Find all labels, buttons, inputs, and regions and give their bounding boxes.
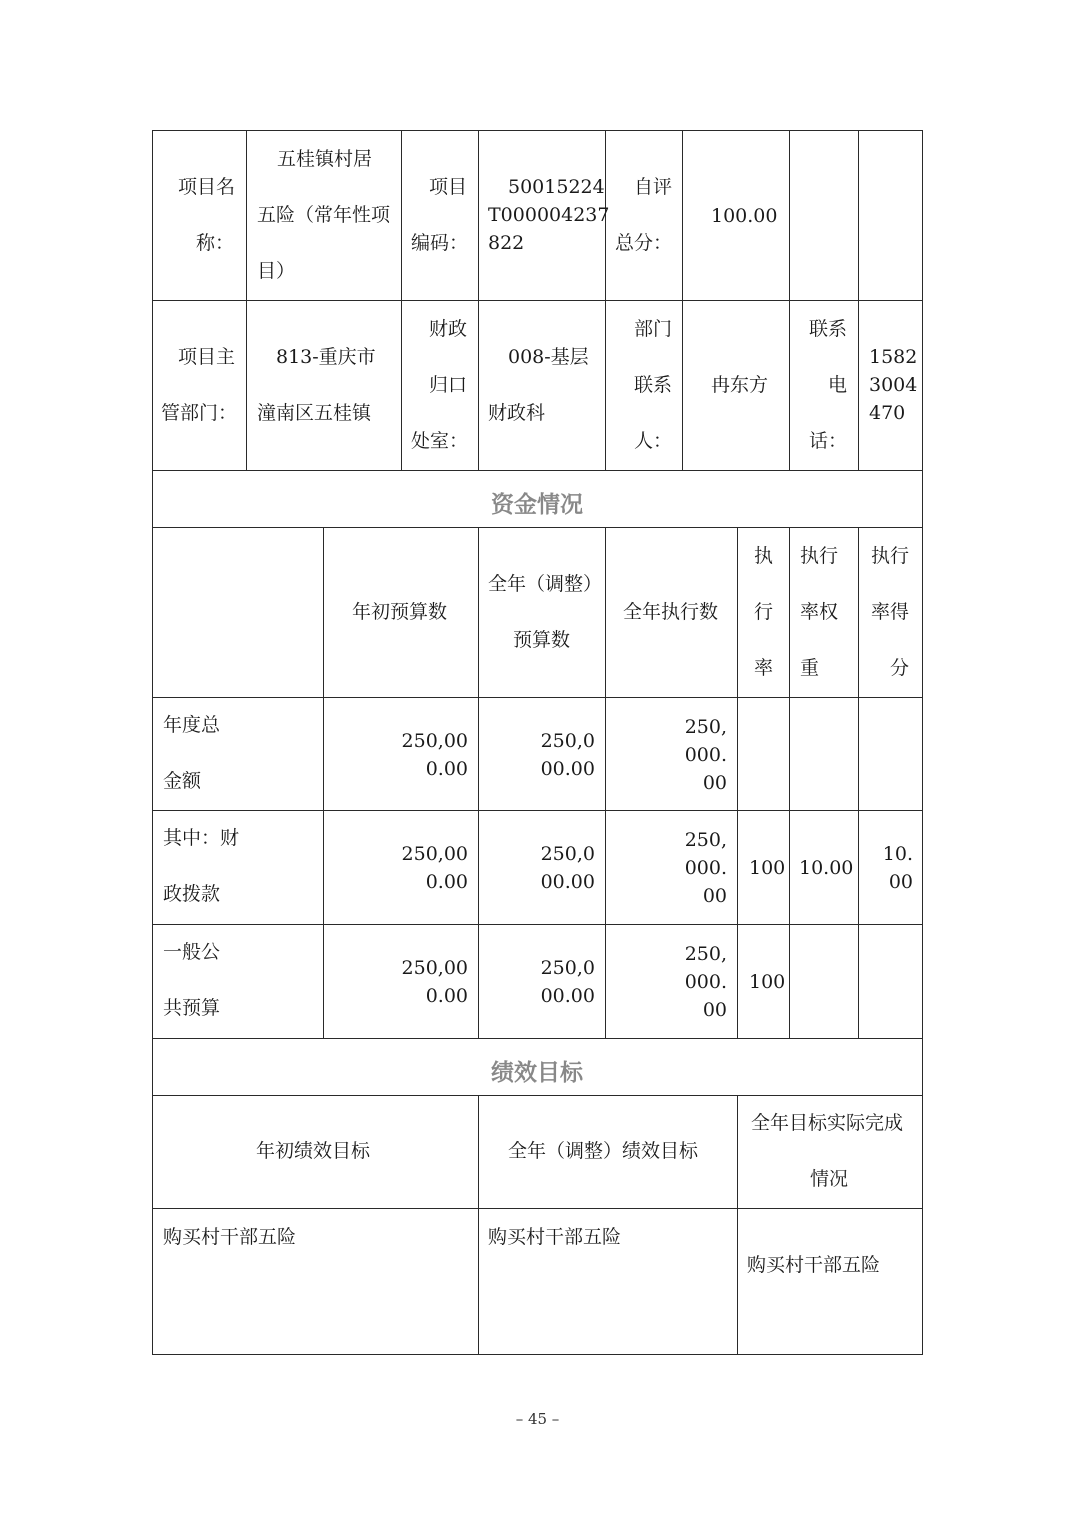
exec-rate-cell [738, 925, 790, 1039]
executed-header [606, 528, 738, 698]
row-label-line2: 共预算 [163, 997, 221, 1019]
table-row-label [152, 698, 324, 811]
table-row-label [152, 811, 324, 925]
finance-office-label-cell [402, 301, 479, 471]
rate-score-header-line2: 率得 [871, 601, 910, 623]
dept-contact-label-cell [606, 301, 683, 471]
empty-cell [790, 130, 859, 301]
dept-label-line1: 项目主 [178, 346, 236, 368]
project-name-value-line2: 五险（常年性项 [257, 204, 391, 226]
adjusted-goal-text: 购买村干部五险 [488, 1226, 622, 1248]
executed-cell [606, 925, 738, 1039]
rate-score-cell [859, 698, 923, 811]
adjusted-budget-header-line2: 预算数 [513, 629, 571, 651]
rate-score-line2: 00 [888, 871, 913, 893]
row-label-line1: 其中：财 [163, 827, 240, 849]
exec-rate-value: 100 [749, 857, 786, 879]
executed-line1: 250, [684, 943, 727, 965]
empty-cell [152, 528, 324, 698]
adjusted-goal-cell [479, 1209, 738, 1355]
funds-section-title: 资金情况 [491, 492, 583, 518]
dept-value-cell [247, 301, 402, 471]
project-name-value-line3: 目） [257, 260, 296, 282]
finance-office-value-cell [479, 301, 606, 471]
rate-score-header [859, 528, 923, 698]
dept-contact-value: 冉东方 [711, 374, 769, 396]
adjusted-budget-line2: 00.00 [540, 985, 595, 1007]
row-label-line2: 金额 [163, 770, 202, 792]
actual-goal-text: 购买村干部五险 [747, 1254, 881, 1276]
executed-line3: 00 [702, 999, 727, 1021]
phone-label-cell [790, 301, 859, 471]
adjusted-budget-line2: 00.00 [540, 871, 595, 893]
initial-budget-line2: 0.00 [425, 758, 468, 780]
phone-label-line3: 话： [809, 430, 848, 452]
initial-budget-header [324, 528, 479, 698]
project-name-value-cell [247, 130, 402, 301]
initial-budget-cell [324, 925, 479, 1039]
initial-goal-header-text: 年初绩效目标 [256, 1140, 371, 1162]
project-name-label-line2: 称： [196, 232, 235, 254]
empty-cell [859, 130, 923, 301]
exec-rate-cell [738, 811, 790, 925]
initial-budget-cell [324, 698, 479, 811]
initial-goal-header [152, 1096, 479, 1209]
dept-contact-label-line1: 部门 [634, 318, 673, 340]
adjusted-budget-cell [479, 811, 606, 925]
adjusted-goal-header [479, 1096, 738, 1209]
executed-line2: 000. [684, 971, 727, 993]
finance-office-value-line1: 008-基层 [508, 346, 589, 368]
actual-goal-header [738, 1096, 923, 1209]
finance-office-label-line3: 处室： [411, 430, 469, 452]
executed-cell [606, 811, 738, 925]
exec-rate-header-line2: 行 [754, 601, 774, 623]
dept-contact-value-cell [683, 301, 790, 471]
dept-contact-label-line2: 联系 [634, 374, 673, 396]
adjusted-budget-line1: 250,0 [540, 957, 595, 979]
table-row-label [152, 925, 324, 1039]
initial-goal-text: 购买村干部五险 [163, 1226, 297, 1248]
self-score-value: 100.00 [711, 205, 778, 227]
adjusted-budget-line1: 250,0 [540, 730, 595, 752]
initial-budget-cell [324, 811, 479, 925]
rate-weight-header-line1: 执行 [800, 545, 839, 567]
phone-label-line2: 电 [828, 374, 848, 396]
exec-rate-header-line3: 率 [754, 657, 774, 679]
rate-score-line1: 10. [882, 843, 913, 865]
row-label-line2: 政拨款 [163, 883, 221, 905]
project-code-label-line2: 编码： [411, 232, 469, 254]
initial-budget-line1: 250,00 [401, 843, 468, 865]
dept-value-line2: 潼南区五桂镇 [257, 402, 372, 424]
rate-score-header-line1: 执行 [871, 545, 910, 567]
project-code-label-line1: 项目 [429, 176, 468, 198]
project-code-label-cell [402, 130, 479, 301]
self-score-label-line2: 总分： [615, 232, 673, 254]
funds-section-header [152, 471, 923, 528]
rate-score-cell [859, 925, 923, 1039]
performance-section-title: 绩效目标 [491, 1060, 583, 1086]
dept-label-cell [152, 301, 247, 471]
rate-weight-cell [790, 811, 859, 925]
initial-budget-line2: 0.00 [425, 985, 468, 1007]
project-name-label-line1: 项目名 [178, 176, 236, 198]
exec-rate-header-line1: 执 [754, 545, 774, 567]
finance-office-label-line2: 归口 [429, 374, 468, 396]
adjusted-goal-header-text: 全年（调整）绩效目标 [508, 1140, 699, 1162]
dept-label-line2: 管部门： [161, 402, 238, 424]
project-code-value-line1: 50015224 [508, 176, 605, 198]
actual-goal-header-line1: 全年目标实际完成 [751, 1112, 904, 1134]
adjusted-budget-cell [479, 698, 606, 811]
rate-weight-header [790, 528, 859, 698]
project-name-label-cell [152, 130, 247, 301]
rate-weight-cell [790, 925, 859, 1039]
rate-weight-value: 10.00 [799, 857, 854, 879]
rate-weight-header-line3: 重 [800, 657, 820, 679]
initial-budget-line2: 0.00 [425, 871, 468, 893]
finance-office-value-line2: 财政科 [488, 402, 546, 424]
actual-goal-header-line2: 情况 [810, 1168, 849, 1190]
row-label-line1: 年度总 [163, 714, 221, 736]
adjusted-budget-line2: 00.00 [540, 758, 595, 780]
executed-line2: 000. [684, 857, 727, 879]
initial-budget-line1: 250,00 [401, 730, 468, 752]
dept-contact-label-line3: 人： [634, 430, 673, 452]
phone-value-line1: 1582 [869, 346, 918, 368]
executed-line2: 000. [684, 744, 727, 766]
phone-value-cell [859, 301, 923, 471]
actual-goal-cell [738, 1209, 923, 1355]
exec-rate-cell [738, 698, 790, 811]
adjusted-budget-line1: 250,0 [540, 843, 595, 865]
executed-line1: 250, [684, 829, 727, 851]
adjusted-budget-header-line1: 全年（调整） [488, 573, 603, 595]
exec-rate-value: 100 [749, 971, 786, 993]
executed-line3: 00 [702, 772, 727, 794]
page-number: – 45 – [515, 1410, 560, 1428]
executed-line3: 00 [702, 885, 727, 907]
project-name-value-line1: 五桂镇村居 [277, 148, 373, 170]
adjusted-budget-header [479, 528, 606, 698]
initial-budget-line1: 250,00 [401, 957, 468, 979]
executed-line1: 250, [684, 716, 727, 738]
project-code-value-line3: 822 [488, 232, 525, 254]
rate-weight-cell [790, 698, 859, 811]
self-score-value-cell [683, 130, 790, 301]
project-code-value-line2: T000004237 [488, 204, 610, 226]
executed-cell [606, 698, 738, 811]
initial-budget-header-text: 年初预算数 [352, 601, 448, 623]
initial-goal-cell [152, 1209, 479, 1355]
dept-value-line1: 813-重庆市 [276, 346, 376, 368]
self-score-label-line1: 自评 [634, 176, 673, 198]
project-code-value-cell [479, 130, 610, 301]
performance-section-header [152, 1039, 923, 1096]
phone-value-line2: 3004 [869, 374, 918, 396]
phone-value-line3: 470 [869, 402, 906, 424]
executed-header-text: 全年执行数 [623, 601, 719, 623]
rate-score-header-line3: 分 [890, 657, 910, 679]
self-score-label-cell [606, 130, 683, 301]
rate-weight-header-line2: 率权 [800, 601, 839, 623]
row-label-line1: 一般公 [163, 941, 221, 963]
rate-score-cell [859, 811, 923, 925]
phone-label-line1: 联系 [809, 318, 848, 340]
adjusted-budget-cell [479, 925, 606, 1039]
exec-rate-header [738, 528, 790, 698]
finance-office-label-line1: 财政 [429, 318, 468, 340]
